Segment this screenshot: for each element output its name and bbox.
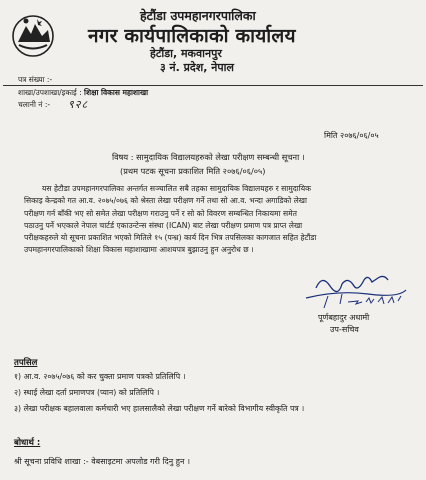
notice-body [24, 183, 404, 257]
signature-icon [298, 268, 413, 314]
tapsil-item: १) आ.व. २०७५/०७६ को कर चुक्ता प्रमाण पत्रको प्रतिलिपि । [14, 372, 186, 381]
letterhead-municipality: हेटौंडा उपमहानगरपालिका [140, 8, 256, 23]
body-line: यस हेटौडा उपमहानगरपालिका अन्तर्गत सञ्चालित सबै तहका सामुदायिक विद्यालयहरु र सामुदायिक [42, 184, 311, 193]
letter-date: मिति २०७६/०६/०५ [324, 131, 379, 140]
nepal-emblem-icon [10, 12, 56, 58]
chalani-label: चलानी नं :- [18, 100, 51, 109]
tapsil-item: २) स्थाई लेखा दर्ता प्रमाणपत्र (प्यान) को प्रतिलिपि । [14, 388, 160, 397]
chalani-value: ९२८ [68, 98, 89, 111]
tapsil-item: ३) लेखा परीक्षक बहालवाला कर्मचारी भए हालसालैको लेखा परीक्षण गर्ने बारेको विभागीय स्वीकृति पत्र । [14, 404, 305, 413]
letterhead-province: ३ नं. प्रदेश, नेपाल [160, 61, 234, 74]
subject-publication-note: (प्रथम पटक सूचना प्रकाशित मिति २०७६/०६/०५) [120, 166, 266, 176]
tapsil-heading: तपसिल [14, 358, 38, 368]
body-line: सिकाइ केन्द्रको गत आ.व. २०७५/०७६ को श्रेस्ता लेखा परीक्षण गर्ने तथा सो आ.व. भन्दा अगाडिको लेखा [24, 196, 307, 206]
bodharth-item: श्री सूचना प्रविधि शाखा :- वेबसाइटमा अपलोड गरी दिनु हुन । [14, 457, 191, 466]
header-divider [3, 85, 423, 86]
letterhead-office: नगर कार्यपालिकाको कार्यालय [88, 25, 296, 47]
body-line: उपमहानगरपालिकाको शिक्षा विकास महाशाखामा आशयपत्र बुझाउनु हुन अनुरोध छ । [24, 245, 254, 255]
shakha-label: शाखा/उपशाखा/इकाई : [18, 88, 82, 97]
patra-sankhya-label: पत्र संख्या :- [18, 75, 53, 84]
bodharth-heading: बोधार्थ : [14, 438, 41, 448]
letterhead-location: हेटौंडा, मकवानपुर [150, 47, 222, 60]
body-line: परीक्षकहरुले यो सूचना प्रकाशित भएको मितिले १५ (पन्ध्र) कार्य दिन भित्र तपसिलका कागजात सहित हेटौंडा [24, 233, 317, 243]
signatory-title: उप-सचिव [330, 325, 359, 334]
body-line: परीक्षण गर्न बाँकी भए सो समेत लेखा परीक्षण गराउनु पर्ने र सो को विवरण सम्बन्धित निकायमा समेत [24, 208, 297, 218]
subject-line: विषय : सामुदायिक विद्यालयहरुको लेखा परीक्षण सम्बन्धी सूचना । [112, 152, 305, 162]
signatory-name: पूर्णबहादुर अधामी [318, 313, 370, 322]
body-line: पठाउनु पर्ने भएकाले नेपाल चार्टर्ड एकाउन्टेन्स संस्था (ICAN) बाट लेखा परीक्षण प्रमाण पत्र प्राप्त लेखा [24, 220, 303, 230]
shakha-value: शिक्षा विकास महाशाखा [84, 88, 149, 97]
